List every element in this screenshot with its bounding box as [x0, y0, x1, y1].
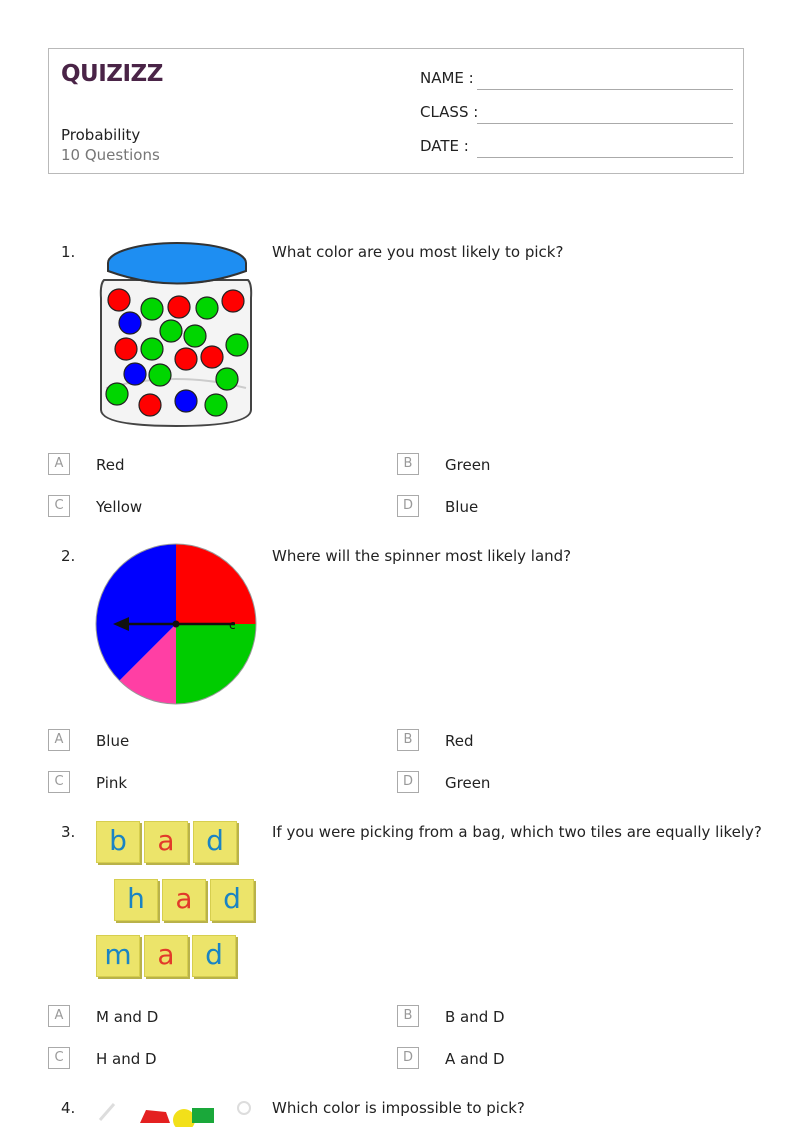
- svg-text:c: c: [229, 618, 236, 632]
- option-letter-box[interactable]: D: [397, 771, 419, 793]
- class-label: CLASS :: [420, 103, 479, 121]
- letter-tile: b: [96, 821, 140, 863]
- letter-tile: d: [210, 879, 254, 921]
- option-letter-box[interactable]: D: [397, 1047, 419, 1069]
- option-text[interactable]: M and D: [96, 1008, 159, 1026]
- question-count: 10 Questions: [61, 146, 160, 164]
- letter-tile: h: [114, 879, 158, 921]
- quizizz-logo: [61, 59, 163, 93]
- letter-tile: a: [162, 879, 206, 921]
- letter-tile: d: [192, 935, 236, 977]
- option-text[interactable]: B and D: [445, 1008, 505, 1026]
- option-text[interactable]: Green: [445, 456, 491, 474]
- question-number: 1.: [61, 243, 76, 261]
- question-text: What color are you most likely to pick?: [272, 243, 564, 261]
- option-text[interactable]: Yellow: [96, 498, 143, 516]
- worksheet-header: [48, 48, 744, 174]
- option-text[interactable]: Pink: [96, 774, 128, 792]
- letter-tiles-image: [96, 821, 258, 981]
- letter-tile: d: [193, 821, 237, 863]
- quizizz-logo-mark: [61, 59, 163, 87]
- letter-tile: a: [144, 821, 188, 863]
- option-text[interactable]: Red: [96, 456, 125, 474]
- option-letter-box[interactable]: C: [48, 1047, 70, 1069]
- question-text: If you were picking from a bag, which two tiles are equally likely?: [272, 823, 762, 841]
- name-label: NAME :: [420, 69, 474, 87]
- option-letter-box[interactable]: C: [48, 495, 70, 517]
- option-letter-box[interactable]: A: [48, 453, 70, 475]
- logo-text: QUIZIZZ: [61, 61, 163, 87]
- class-line[interactable]: [477, 123, 733, 124]
- option-text[interactable]: Blue: [445, 498, 479, 516]
- option-letter-box[interactable]: A: [48, 729, 70, 751]
- question-number: 3.: [61, 823, 76, 841]
- question-number: 4.: [61, 1099, 76, 1117]
- date-label: DATE :: [420, 137, 469, 155]
- name-line[interactable]: [477, 89, 733, 90]
- question-text: Where will the spinner most likely land?: [272, 547, 572, 565]
- option-text[interactable]: Green: [445, 774, 491, 792]
- option-letter-box[interactable]: C: [48, 771, 70, 793]
- question-number: 2.: [61, 547, 76, 565]
- option-text[interactable]: H and D: [96, 1050, 157, 1068]
- option-letter-box[interactable]: B: [397, 729, 419, 751]
- option-letter-box[interactable]: B: [397, 453, 419, 475]
- colored-blocks-image: [96, 1098, 256, 1127]
- color-spinner-image: [95, 543, 257, 709]
- jar-of-marbles-image: [96, 238, 256, 434]
- option-text[interactable]: Blue: [96, 732, 130, 750]
- letter-tile: a: [144, 935, 188, 977]
- worksheet-title: Probability: [61, 126, 141, 144]
- option-letter-box[interactable]: D: [397, 495, 419, 517]
- letter-tile: m: [96, 935, 140, 977]
- option-text[interactable]: A and D: [445, 1050, 505, 1068]
- option-text[interactable]: Red: [445, 732, 474, 750]
- option-letter-box[interactable]: B: [397, 1005, 419, 1027]
- date-line[interactable]: [477, 157, 733, 158]
- option-letter-box[interactable]: A: [48, 1005, 70, 1027]
- question-text: Which color is impossible to pick?: [272, 1099, 525, 1117]
